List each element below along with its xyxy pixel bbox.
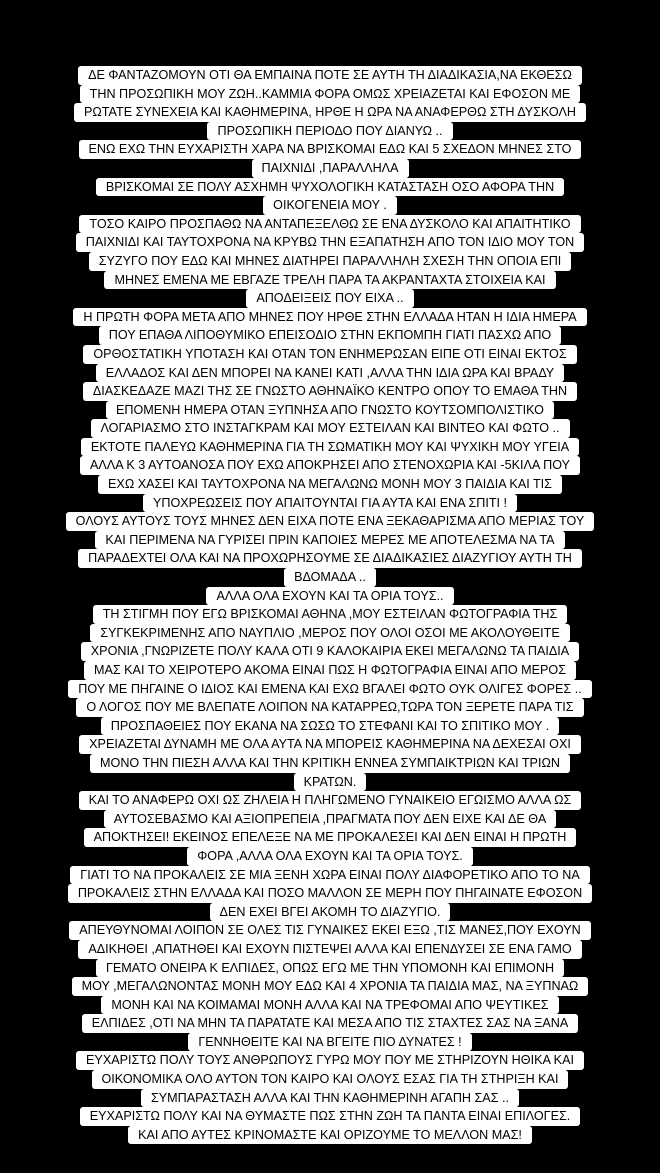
story-text-line: ΑΠΟΚΤΗΣΕΙ! ΕΚΕΙΝΟΣ ΕΠΕΛΕΞΕ ΝΑ ΜΕ ΠΡΟΚΑΛΕΣΕΙ ΚΑΙ ΔΕΝ ΕΙΝΑΙ Η ΠΡΩΤΗ bbox=[84, 828, 577, 847]
story-text-line: ΑΛΛΑ ΟΛΑ ΕΧΟΥΝ ΚΑΙ ΤΑ ΟΡΙΑ ΤΟΥΣ.. bbox=[206, 587, 453, 606]
story-text-line: ΟΡΘΟΣΤΑΤΙΚΗ ΥΠΟΤΑΣΗ ΚΑΙ ΟΤΑΝ ΤΟΝ ΕΝΗΜΕΡΩΣΑΝ ΕΙΠΕ ΟΤΙ ΕΙΝΑΙ ΕΚΤΟΣ bbox=[83, 345, 576, 364]
story-text-line: ΜΗΝΕΣ ΕΜΕΝΑ ΜΕ ΕΒΓΑΖΕ ΤΡΕΛΗ ΠΑΡΑ ΤΑ ΑΚΡΑΝΤΑΧΤΑ ΣΤΟΙΧΕΙΑ ΚΑΙ bbox=[104, 271, 555, 290]
story-text-line: Ο ΛΟΓΟΣ ΠΟΥ ΜΕ ΒΛΕΠΑΤΕ ΛΟΙΠΟΝ ΝΑ ΚΑΤΑΡΡΕΩ,ΤΩΡΑ ΤΟΝ ΞΕΡΕΤΕ ΠΑΡΑ ΤΙΣ bbox=[76, 698, 583, 717]
story-text-line: ΠΟΥ ΕΠΑΘΑ ΛΙΠΟΘΥΜΙΚΟ ΕΠΕΙΣΟΔΙΟ ΣΤΗΝ ΕΚΠΟΜΠΗ ΓΙΑΤΙ ΠΑΣΧΩ ΑΠΟ bbox=[99, 326, 561, 345]
story-text-line: ΕΝΩ ΕΧΩ ΤΗΝ ΕΥΧΑΡΙΣΤΗ ΧΑΡΑ ΝΑ ΒΡΙΣΚΟΜΑΙ ΕΔΩ ΚΑΙ 5 ΣΧΕΔΟΝ ΜΗΝΕΣ ΣΤΟ bbox=[79, 140, 582, 159]
story-text-line: ΜΟΥ ,ΜΕΓΑΛΩΝΟΝΤΑΣ ΜΟΝΗ ΜΟΥ ΕΔΩ ΚΑΙ 4 ΧΡΟΝΙΑ ΤΑ ΠΑΙΔΙΑ ΜΑΣ, ΝΑ ΞΥΠΝΑΩ bbox=[72, 977, 589, 996]
story-text-line: ΕΧΩ ΧΑΣΕΙ ΚΑΙ ΤΑΥΤΟΧΡΟΝΑ ΝΑ ΜΕΓΑΛΩΝΩ ΜΟΝΗ ΜΟΥ 3 ΠΑΙΔΙΑ ΚΑΙ ΤΙΣ bbox=[98, 475, 562, 494]
story-text-line: ΕΛΠΙΔΕΣ ,ΟΤΙ ΝΑ ΜΗΝ ΤΑ ΠΑΡΑΤΑΤΕ ΚΑΙ ΜΕΣΑ ΑΠΟ ΤΙΣ ΣΤΑΧΤΕΣ ΣΑΣ ΝΑ ΞΑΝΑ bbox=[82, 1014, 579, 1033]
story-text-line: ΠΑΙΧΝΙΔΙ ,ΠΑΡΑΛΛΗΛΑ bbox=[252, 159, 409, 178]
story-text-line: ΜΟΝΗ ΚΑΙ ΝΑ ΚΟΙΜΑΜΑΙ ΜΟΝΗ ΑΛΛΑ ΚΑΙ ΝΑ ΤΡΕΦΟΜΑΙ ΑΠΟ ΨΕΥΤΙΚΕΣ bbox=[101, 996, 558, 1015]
story-text-line: ΣΥΓΚΕΚΡΙΜΕΝΗΣ ΑΠΟ ΝΑΥΠΛΙΟ ,ΜΕΡΟΣ ΠΟΥ ΟΛΟΙ ΟΣΟΙ ΜΕ ΑΚΟΛΟΥΘΕΙΤΕ bbox=[90, 624, 570, 643]
story-text-line: ΒΔΟΜΑΔΑ .. bbox=[284, 568, 376, 587]
story-text-line: ΧΡΟΝΙΑ ,ΓΝΩΡΙΖΕΤΕ ΠΟΛΥ ΚΑΛΑ ΟΤΙ 9 ΚΑΛΟΚΑΙΡΙΑ ΕΚΕΙ ΜΕΓΑΛΩΝΩ ΤΑ ΠΑΙΔΙΑ bbox=[81, 642, 579, 661]
story-text-line: ΤΗΝ ΠΡΟΣΩΠΙΚΗ ΜΟΥ ΖΩΗ..ΚΑΜΜΙΑ ΦΟΡΑ ΟΜΩΣ ΧΡΕΙΑΖΕΤΑΙ ΚΑΙ ΕΦΟΣΟΝ ΜΕ bbox=[80, 85, 581, 104]
story-text-line: ΜΟΝΟ ΤΗΝ ΠΙΕΣΗ ΑΛΛΑ ΚΑΙ ΤΗΝ ΚΡΙΤΙΚΗ ΕΝΝΕΑ ΣΥΜΠΑΙΚΤΡΙΩΝ ΚΑΙ ΤΡΙΩΝ bbox=[90, 754, 570, 773]
story-text-line: ΠΑΡΑΔΕΧΤΕΙ ΟΛΑ ΚΑΙ ΝΑ ΠΡΟΧΩΡΗΣΟΥΜΕ ΣΕ ΔΙΑΔΙΚΑΣΙΕΣ ΔΙΑΖΥΓΙΟΥ ΑΥΤΗ ΤΗ bbox=[78, 549, 582, 568]
story-text-line: ΟΙΚΟΓΕΝΕΙΑ ΜΟΥ . bbox=[263, 196, 397, 215]
story-text-line: ΕΥΧΑΡΙΣΤΩ ΠΟΛΥ ΚΑΙ ΝΑ ΘΥΜΑΣΤΕ ΠΩΣ ΣΤΗΝ ΖΩΗ ΤΑ ΠΑΝΤΑ ΕΙΝΑΙ ΕΠΙΛΟΓΕΣ. bbox=[80, 1107, 581, 1126]
story-text-line: ΕΚΤΟΤΕ ΠΑΛΕΥΩ ΚΑΘΗΜΕΡΙΝΑ ΓΙΑ ΤΗ ΣΩΜΑΤΙΚΗ ΜΟΥ ΚΑΙ ΨΥΧΙΚΗ ΜΟΥ ΥΓΕΙΑ bbox=[81, 438, 579, 457]
story-text-line: ΓΙΑΤΙ ΤΟ ΝΑ ΠΡΟΚΑΛΕΙΣ ΣΕ ΜΙΑ ΞΕΝΗ ΧΩΡΑ ΕΙΝΑΙ ΠΟΛΥ ΔΙΑΦΟΡΕΤΙΚΟ ΑΠΟ ΤΟ ΝΑ bbox=[70, 866, 589, 885]
story-text-line: ΟΙΚΟΝΟΜΙΚΑ ΟΛΟ ΑΥΤΟΝ ΤΟΝ ΚΑΙΡΟ ΚΑΙ ΟΛΟΥΣ ΕΣΑΣ ΓΙΑ ΤΗ ΣΤΗΡΙΞΗ ΚΑΙ bbox=[92, 1070, 569, 1089]
story-text-line: ΤΗ ΣΤΙΓΜΗ ΠΟΥ ΕΓΩ ΒΡΙΣΚΟΜΑΙ ΑΘΗΝΑ ,ΜΟΥ ΕΣΤΕΙΛΑΝ ΦΩΤΟΓΡΑΦΙΑ ΤΗΣ bbox=[93, 605, 568, 624]
story-text-line: ΚΑΙ ΑΠΟ ΑΥΤΕΣ ΚΡΙΝΟΜΑΣΤΕ ΚΑΙ ΟΡΙΖΟΥΜΕ ΤΟ ΜΕΛΛΟΝ ΜΑΣ! bbox=[128, 1126, 532, 1145]
story-text-line: ΚΡΑΤΩΝ. bbox=[294, 773, 367, 792]
story-text-block bbox=[0, 66, 660, 1144]
story-text-line: ΔΕ ΦΑΝΤΑΖΟΜΟΥΝ ΟΤΙ ΘΑ ΕΜΠΑΙΝΑ ΠΟΤΕ ΣΕ ΑΥΤΗ ΤΗ ΔΙΑΔΙΚΑΣΙΑ,ΝΑ ΕΚΘΕΣΩ bbox=[78, 66, 582, 85]
story-text-line: ΚΑΙ ΤΟ ΑΝΑΦΕΡΩ ΟΧΙ ΩΣ ΖΗΛΕΙΑ Η ΠΛΗΓΩΜΕΝΟ ΓΥΝΑΙΚΕΙΟ ΕΓΩΙΣΜΟ ΑΛΛΑ ΩΣ bbox=[79, 791, 582, 810]
story-text-line: ΑΥΤΟΣΕΒΑΣΜΟ ΚΑΙ ΑΞΙΟΠΡΕΠΕΙΑ ,ΠΡΑΓΜΑΤΑ ΠΟΥ ΔΕΝ ΕΙΧΕ ΚΑΙ ΔΕ ΘΑ bbox=[104, 810, 557, 829]
story-text-line: Η ΠΡΩΤΗ ΦΟΡΑ ΜΕΤΑ ΑΠΟ ΜΗΝΕΣ ΠΟΥ ΗΡΘΕ ΣΤΗΝ ΕΛΛΑΔΑ ΗΤΑΝ Η ΙΔΙΑ ΗΜΕΡΑ bbox=[73, 308, 586, 327]
story-text-line: ΠΟΥ ΜΕ ΠΗΓΑΙΝΕ Ο ΙΔΙΟΣ ΚΑΙ ΕΜΕΝΑ ΚΑΙ ΕΧΩ ΒΓΑΛΕΙ ΦΩΤΟ ΟΥΚ ΟΛΙΓΕΣ ΦΟΡΕΣ .. bbox=[68, 680, 591, 699]
story-text-line: ΟΛΟΥΣ ΑΥΤΟΥΣ ΤΟΥΣ ΜΗΝΕΣ ΔΕΝ ΕΙΧΑ ΠΟΤΕ ΕΝΑ ΞΕΚΑΘΑΡΙΣΜΑ ΑΠΟ ΜΕΡΙΑΣ ΤΟΥ bbox=[66, 512, 595, 531]
story-text-line: ΓΕΜΑΤΟ ΟΝΕΙΡΑ Κ ΕΛΠΙΔΕΣ, ΟΠΩΣ ΕΓΩ ΜΕ ΤΗΝ ΥΠΟΜΟΝΗ ΚΑΙ ΕΠΙΜΟΝΗ bbox=[96, 959, 564, 978]
story-text-line: ΣΥΜΠΑΡΑΣΤΑΣΗ ΑΛΛΑ ΚΑΙ ΤΗΝ ΚΑΘΗΜΕΡΙΝΗ ΑΓΑΠΗ ΣΑΣ .. bbox=[141, 1089, 519, 1108]
story-text-line: ΕΥΧΑΡΙΣΤΩ ΠΟΛΥ ΤΟΥΣ ΑΝΘΡΩΠΟΥΣ ΓΥΡΩ ΜΟΥ ΠΟΥ ΜΕ ΣΤΗΡΙΖΟΥΝ ΗΘΙΚΑ ΚΑΙ bbox=[76, 1051, 584, 1070]
story-text-line: ΑΛΛΑ Κ 3 ΑΥΤΟΑΝΟΣΑ ΠΟΥ ΕΧΩ ΑΠΟΚΡΗΣΕΙ ΑΠΟ ΣΤΕΝΟΧΩΡΙΑ ΚΑΙ -5ΚΙΛΑ ΠΟΥ bbox=[80, 456, 580, 475]
story-text-line: ΑΔΙΚΗΘΕΙ ,ΑΠΑΤΗΘΕΙ ΚΑΙ ΕΧΟΥΝ ΠΙΣΤΕΨΕΙ ΑΛΛΑ ΚΑΙ ΕΠΕΝΔΥΣΕΙ ΣΕ ΕΝΑ ΓΑΜΟ bbox=[78, 940, 581, 959]
story-text-line: ΜΑΣ ΚΑΙ ΤΟ ΧΕΙΡΟΤΕΡΟ ΑΚΟΜΑ ΕΙΝΑΙ ΠΩΣ Η ΦΩΤΟΓΡΑΦΙΑ ΕΙΝΑΙ ΑΠΟ ΜΕΡΟΣ bbox=[84, 661, 576, 680]
story-text-line: ΑΠΟΔΕΙΞΕΙΣ ΠΟΥ ΕΙΧΑ .. bbox=[246, 289, 413, 308]
story-text-line: ΓΕΝΝΗΘΕΙΤΕ ΚΑΙ ΝΑ ΒΓΕΙΤΕ ΠΙΟ ΔΥΝΑΤΕΣ ! bbox=[188, 1033, 471, 1052]
story-text-line: ΕΛΛΑΔΟΣ ΚΑΙ ΔΕΝ ΜΠΟΡΕΙ ΝΑ ΚΑΝΕΙ ΚΑΤΙ ,ΑΛΛΑ ΤΗΝ ΙΔΙΑ ΩΡΑ ΚΑΙ ΒΡΑΔΥ bbox=[96, 364, 564, 383]
story-text-line: ΦΟΡΑ ,ΑΛΛΑ ΟΛΑ ΕΧΟΥΝ ΚΑΙ ΤΑ ΟΡΙΑ ΤΟΥΣ. bbox=[187, 847, 473, 866]
story-text-line: ΣΥΖΥΓΟ ΠΟΥ ΕΔΩ ΚΑΙ ΜΗΝΕΣ ΔΙΑΤΗΡΕΙ ΠΑΡΑΛΛΗΛΗ ΣΧΕΣΗ ΤΗΝ ΟΠΟΙΑ ΕΠΙ bbox=[89, 252, 572, 271]
story-text-line: ΡΩΤΑΤΕ ΣΥΝΕΧΕΙΑ ΚΑΙ ΚΑΘΗΜΕΡΙΝΑ, ΗΡΘΕ Η ΩΡΑ ΝΑ ΑΝΑΦΕΡΘΩ ΣΤΗ ΔΥΣΚΟΛΗ bbox=[74, 103, 586, 122]
story-text-line: ΛΟΓΑΡΙΑΣΜΟ ΣΤΟ ΙΝΣΤΑΓΚΡΑΜ ΚΑΙ ΜΟΥ ΕΣΤΕΙΛΑΝ ΚΑΙ ΒΙΝΤΕΟ ΚΑΙ ΦΩΤΟ .. bbox=[91, 419, 570, 438]
story-text-line: ΔΕΝ ΕΧΕΙ ΒΓΕΙ ΑΚΟΜΗ ΤΟ ΔΙΑΖΥΓΙΟ. bbox=[210, 903, 451, 922]
story-text-line: ΚΑΙ ΠΕΡΙΜΕΝΑ ΝΑ ΓΥΡΙΣΕΙ ΠΡΙΝ ΚΑΠΟΙΕΣ ΜΕΡΕΣ ΜΕ ΑΠΟΤΕΛΕΣΜΑ ΝΑ ΤΑ bbox=[95, 531, 564, 550]
story-text-line: ΠΡΟΚΑΛΕΙΣ ΣΤΗΝ ΕΛΛΑΔΑ ΚΑΙ ΠΟΣΟ ΜΑΛΛΟΝ ΣΕ ΜΕΡΗ ΠΟΥ ΠΗΓΑΙΝΑΤΕ ΕΦΟΣΟΝ bbox=[68, 884, 592, 903]
story-text-line: ΠΑΙΧΝΙΔΙ ΚΑΙ ΤΑΥΤΟΧΡΟΝΑ ΝΑ ΚΡΥΒΩ ΤΗΝ ΕΞΑΠΑΤΗΣΗ ΑΠΟ ΤΟΝ ΙΔΙΟ ΜΟΥ ΤΟΝ bbox=[76, 233, 585, 252]
story-text-line: ΕΠΟΜΕΝΗ ΗΜΕΡΑ ΟΤΑΝ ΞΥΠΝΗΣΑ ΑΠΟ ΓΝΩΣΤΟ ΚΟΥΤΣΟΜΠΟΛΙΣΤΙΚΟ bbox=[106, 401, 554, 420]
story-text-line: ΠΡΟΣΠΑΘΕΙΕΣ ΠΟΥ ΕΚΑΝΑ ΝΑ ΣΩΣΩ ΤΟ ΣΤΕΦΑΝΙ ΚΑΙ ΤΟ ΣΠΙΤΙΚΟ ΜΟΥ . bbox=[101, 717, 559, 736]
story-text-line: ΥΠΟΧΡΕΩΣΕΙΣ ΠΟΥ ΑΠΑΙΤΟΥΝΤΑΙ ΓΙΑ ΑΥΤΑ ΚΑΙ ΕΝΑ ΣΠΙΤΙ ! bbox=[143, 494, 517, 513]
story-text-line: ΤΟΣΟ ΚΑΙΡΟ ΠΡΟΣΠΑΘΩ ΝΑ ΑΝΤΑΠΕΞΕΛΘΩ ΣΕ ΕΝΑ ΔΥΣΚΟΛΟ ΚΑΙ ΑΠΑΙΤΗΤΙΚΟ bbox=[79, 215, 580, 234]
story-text-line: ΔΙΑΣΚΕΔΑΖΕ ΜΑΖΙ ΤΗΣ ΣΕ ΓΝΩΣΤΟ ΑΘΗΝΑΪΚΟ ΚΕΝΤΡΟ ΟΠΟΥ ΤΟ ΕΜΑΘΑ ΤΗΝ bbox=[83, 382, 577, 401]
story-text-line: ΑΠΕΥΘΥΝΟΜΑΙ ΛΟΙΠΟΝ ΣΕ ΟΛΕΣ ΤΙΣ ΓΥΝΑΙΚΕΣ ΕΚΕΙ ΕΞΩ ,ΤΙΣ ΜΑΝΕΣ,ΠΟΥ ΕΧΟΥΝ bbox=[69, 921, 591, 940]
story-text-line: ΠΡΟΣΩΠΙΚΗ ΠΕΡΙΟΔΟ ΠΟΥ ΔΙΑΝΥΩ .. bbox=[207, 122, 452, 141]
story-text-line: ΒΡΙΣΚΟΜΑΙ ΣΕ ΠΟΛΥ ΑΣΧΗΜΗ ΨΥΧΟΛΟΓΙΚΗ ΚΑΤΑΣΤΑΣΗ ΟΣΟ ΑΦΟΡΑ ΤΗΝ bbox=[96, 178, 564, 197]
story-text-line: ΧΡΕΙΑΖΕΤΑΙ ΔΥΝΑΜΗ ΜΕ ΟΛΑ ΑΥΤΑ ΝΑ ΜΠΟΡΕΙΣ ΚΑΘΗΜΕΡΙΝΑ ΝΑ ΔΕΧΕΣΑΙ ΟΧΙ bbox=[79, 735, 581, 754]
